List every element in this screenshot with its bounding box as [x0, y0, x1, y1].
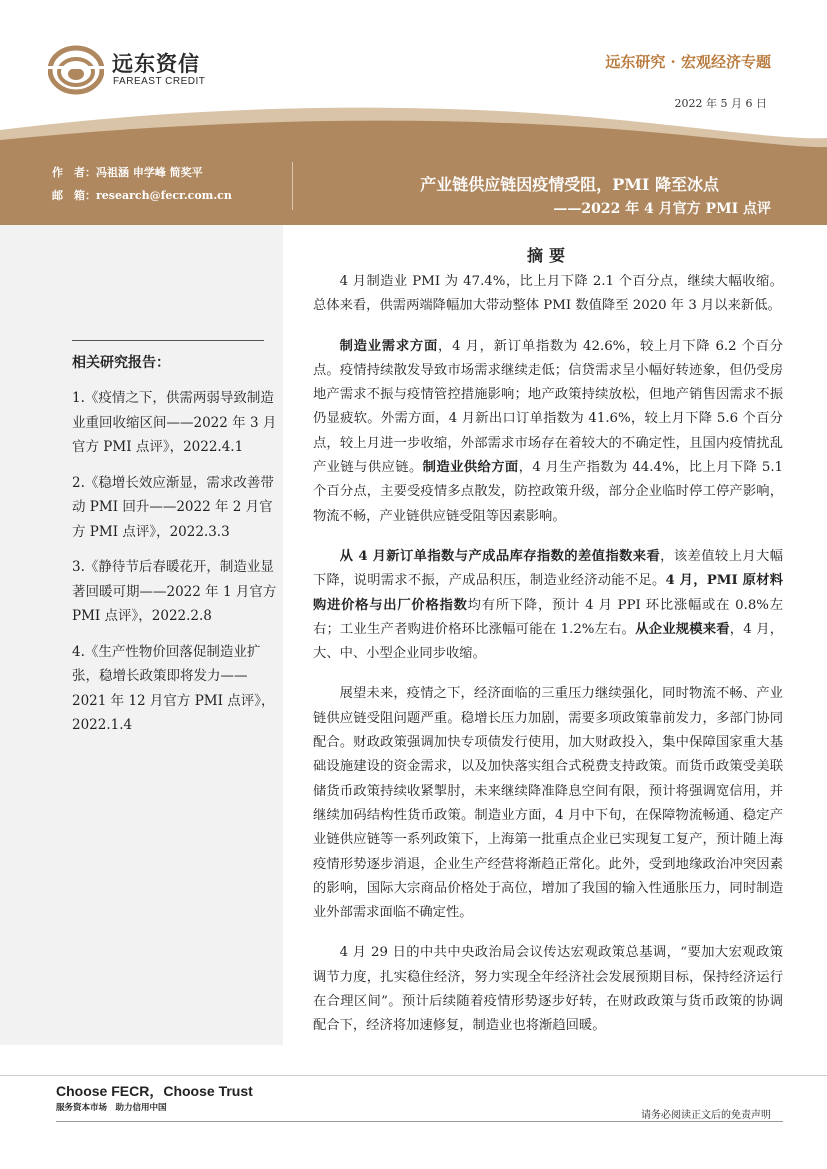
authors: 作 者：冯祖涵 申学峰 简奖平 [52, 166, 203, 179]
header-wave-decoration [0, 100, 827, 160]
footer-slogan-english: Choose FECR，Choose Trust [56, 1083, 253, 1099]
report-subtitle: ——2022 年 4 月官方 PMI 点评 [553, 201, 771, 217]
footer-bottom-rule [56, 1121, 783, 1122]
summary-paragraph: 制造业需求方面，4 月，新订单指数为 42.6%，较上月下降 6.2 个百分点。疫情持续散发导致市场需求继续走低；信贷需求呈小幅好转迹象，但仍受房地产需求不振与疫情管控措施影响；地产政策持续放松，但地产销售因需求不振仍显疲软。外需方面，4 月新出口订单指数为 41.6%，较上月下降 5.6 个百分点，较上月进一步收缩，外部需求市场存在着较大的不确定性，且国内疫情扰乱产业链与供应链。制造业供给方面，4 月生产指数为 44.4%，比上月下降 5.1 个百分点，主要受疫情多点散发，防控政策升级，部分企业临时停工停产影响，物流不畅，产业链供应链受阻等因素影响。 [313, 338, 784, 524]
fareast-logo-icon [48, 42, 104, 98]
related-report-item: 2.《稳增长效应渐显，需求改善带动 PMI 回升——2022 年 2 月官方 PMI 点评》，2022.3.3 [72, 474, 274, 540]
logo-chinese-name: 远东资信 [112, 52, 200, 76]
summary-body [313, 270, 783, 1055]
related-report-item: 1.《疫情之下，供需两弱导致制造业重回收缩区间——2022 年 3 月官方 PMI 点评》，2022.4.1 [72, 390, 277, 455]
summary-paragraph: 4 月制造业 PMI 为 47.4%，比上月下降 2.1 个百分点，继续大幅收缩。总体来看，供需两端降幅加大带动整体 PMI 数值降至 2020 年 3 月以来新低。 [313, 274, 783, 314]
footer-disclaimer: 请务必阅读正文后的免责声明 [641, 1110, 771, 1121]
summary-heading: 摘要 [527, 246, 572, 265]
email: 邮 箱：research@fecr.com.cn [52, 189, 232, 202]
footer-divider [0, 1075, 827, 1076]
summary-paragraph: 从 4 月新订单指数与产成品库存指数的差值指数来看，该差值较上月大幅下降，说明需求不振，产成品积压，制造业经济动能不足。4 月，PMI 原材料购进价格与出厂价格指数均有所下降，预计 4 月 PPI 环比涨幅或在 0.8%左右；工业生产者购进价格环比涨幅可能在 1.2%左右。从企业规模来看，4 月，大、中、小型企业同步收缩。 [313, 548, 784, 662]
band-divider [292, 162, 293, 210]
sidebar-divider [72, 340, 264, 341]
related-reports-heading: 相关研究报告： [72, 355, 170, 371]
summary-paragraph: 4 月 29 日的中共中央政治局会议传达宏观政策总基调，“要加大宏观政策调节力度，扎实稳住经济，努力实现全年经济社会发展预期目标，保持经济运行在合理区间”。预计后续随着疫情形势逐步好转，在财政政策与货币政策的协调配合下，经济将加速修复，制造业也将渐趋回暖。 [313, 945, 783, 1034]
related-report-item: 3.《静待节后春暖花开，制造业显著回暖可期——2022 年 1 月官方 PMI 点评》，2022.2.8 [72, 559, 277, 624]
logo-english-name: FAREAST CREDIT [113, 76, 206, 87]
related-reports-list [72, 386, 277, 749]
report-date: 2022 年 5 月 6 日 [674, 97, 767, 110]
report-title: 产业链供应链因疫情受阻，PMI 降至冰点 [420, 175, 719, 194]
report-series: 远东研究 · 宏观经济专题 [605, 53, 771, 71]
footer-slogan-chinese: 服务资本市场 助力信用中国 [56, 1103, 167, 1113]
related-report-item: 4.《生产性物价回落促制造业扩张，稳增长政策即将发力——2021 年 12 月官方 PMI 点评》，2022.1.4 [72, 643, 275, 733]
summary-paragraph: 展望未来，疫情之下，经济面临的三重压力继续强化，同时物流不畅、产业链供应链受阻问题严重。稳增长压力加剧，需要多项政策靠前发力，多部门协同配合。财政政策强调加快专项债发行使用，加大财政投入，集中保障国家重大基础设施建设的资金需求，以及加快落实组合式税费支持政策。而货币政策受美联储货币政策持续收紧掣肘，未来继续降准降息空间有限，预计将强调宽信用，并继续加码结构性货币政策。制造业方面，4 月中下旬，在保障物流畅通、稳定产业链供应链等一系列政策下，上海第一批重点企业已实现复工复产，预计随上海疫情形势逐步消退，企业生产经营将渐趋正常化。此外，受到地缘政治冲突因素的影响，国际大宗商品价格处于高位，增加了我国的输入性通胀压力，同时制造业外部需求面临不确定性。 [313, 686, 783, 921]
